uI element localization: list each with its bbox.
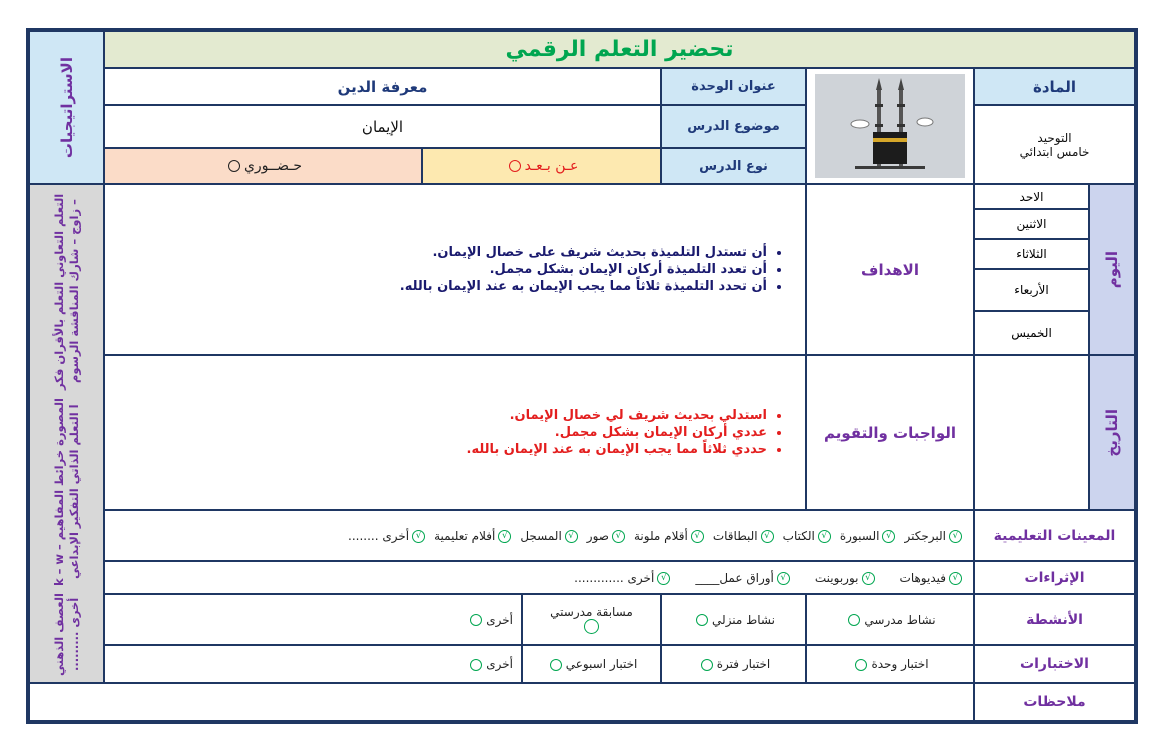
test-radio-icon[interactable]	[855, 659, 867, 671]
lesson-value-cell	[104, 105, 661, 148]
activity-radio-icon[interactable]	[848, 614, 860, 626]
resource-item: √المسجل	[520, 529, 580, 543]
page-title: تحضير التعلم الرقمي	[505, 37, 734, 62]
inperson-option-cell[interactable]	[104, 148, 422, 184]
check-icon[interactable]: √	[761, 530, 774, 543]
test-term-cell[interactable]: اختبار فترة	[661, 645, 806, 683]
homework-item: • عددي أركان الإيمان بشكل مجمل.	[467, 424, 768, 441]
check-icon[interactable]: √	[691, 530, 704, 543]
resource-item: √صور	[587, 529, 628, 543]
day-label: اليوم	[1103, 250, 1121, 289]
check-icon[interactable]: √	[818, 530, 831, 543]
lesson-value: الإيمان	[361, 117, 404, 136]
subject-value-cell	[974, 105, 1135, 184]
lesson-type-label: نوع الدرس	[699, 158, 768, 174]
strategies-line-1: التعلم التعاوني التعلم بالأقران فكر – زاوج – شارك المناقشة الرسوم	[51, 193, 81, 390]
activities-label: الأنشطة	[1026, 611, 1083, 628]
objective-item: • أن تعدد التلميذة أركان الإيمان بشكل مجمل.	[400, 261, 767, 278]
date-label: التاريخ	[1103, 408, 1121, 457]
homework-item: • حددي ثلاثاً مما يجب الإيمان به عند الإيمان بالله.	[467, 441, 768, 458]
resource-item: √البطاقات	[713, 529, 777, 543]
strategies-list-cell	[29, 184, 104, 683]
enrichment-item: √أوراق عمل____	[695, 571, 793, 585]
strategies-line-2: المصورة خرائط المفاهيم k – w – l التعلم الذاتي التفكير الإبداعي	[51, 398, 81, 587]
check-icon[interactable]: √	[949, 530, 962, 543]
check-icon[interactable]: √	[612, 530, 625, 543]
homework-item: • استدلي بحديث شريف لي خصال الإيمان.	[467, 407, 768, 424]
resource-item: √أقلام ملونة	[634, 529, 707, 543]
day-option-wednesday[interactable]: الأربعاء	[974, 269, 1089, 311]
day-option-monday[interactable]: الاثنين	[974, 209, 1089, 239]
activity-school-cell[interactable]: نشاط مدرسي	[806, 594, 974, 645]
day-option-thursday[interactable]: الخميس	[974, 311, 1089, 355]
activity-radio-icon[interactable]	[696, 614, 708, 626]
homework-content-cell	[104, 355, 806, 510]
objective-item: • أن تستدل التلميذة بحديث شريف على خصال الإيمان.	[400, 244, 767, 261]
objectives-content-cell	[104, 184, 806, 355]
remote-label: عـن بـعـد	[524, 158, 579, 174]
objectives-list	[400, 244, 785, 295]
objectives-label: الاهداف	[861, 260, 919, 279]
homework-list	[467, 407, 786, 458]
notes-label: ملاحظات	[1023, 694, 1086, 710]
kaaba-illustration-icon	[815, 74, 965, 178]
inperson-label: حـضــوري	[243, 158, 303, 174]
notes-content-cell[interactable]	[29, 683, 974, 721]
enrichment-content-cell	[104, 561, 974, 594]
lesson-label: موضوع الدرس	[687, 119, 780, 134]
strategies-line-3: العصف الذهني أخرى .........	[51, 592, 81, 676]
lesson-label-cell	[661, 105, 806, 148]
day-option-sunday[interactable]: الاحد	[974, 184, 1089, 209]
unit-label: عنوان الوحدة	[691, 79, 776, 94]
check-icon[interactable]: √	[657, 572, 670, 585]
subject-value-line-1: التوحيد	[1037, 130, 1072, 145]
enrichment-label: الإثراءات	[1024, 569, 1085, 586]
strategies-title-cell	[29, 31, 104, 184]
date-label-cell	[1089, 355, 1135, 510]
tests-label-cell	[974, 645, 1135, 683]
resource-item: √السبورة	[840, 529, 899, 543]
activity-radio-icon[interactable]	[470, 614, 482, 626]
lesson-type-label-cell	[661, 148, 806, 184]
remote-option-cell[interactable]	[422, 148, 661, 184]
check-icon[interactable]: √	[565, 530, 578, 543]
activity-home-cell[interactable]: نشاط منزلي	[661, 594, 806, 645]
activity-radio-icon[interactable]	[584, 619, 599, 634]
test-other-cell[interactable]: أخرى	[104, 645, 522, 683]
test-radio-icon[interactable]	[470, 659, 482, 671]
check-icon[interactable]: √	[862, 572, 875, 585]
check-icon[interactable]: √	[949, 572, 962, 585]
activity-other-cell[interactable]: أخرى	[104, 594, 522, 645]
day-label-cell	[1089, 184, 1135, 355]
check-icon[interactable]: √	[882, 530, 895, 543]
unit-value-cell	[104, 68, 661, 105]
enrichment-label-cell	[974, 561, 1135, 594]
notes-label-cell	[974, 683, 1135, 721]
resource-item: √الكتاب	[783, 529, 834, 543]
tests-label: الاختبارات	[1020, 656, 1089, 672]
check-icon[interactable]: √	[412, 530, 425, 543]
date-value-cell[interactable]	[974, 355, 1089, 510]
homework-label-cell	[806, 355, 974, 510]
homework-label: الواجبات والتقويم	[824, 423, 956, 442]
test-weekly-cell[interactable]: اختبار اسبوعي	[522, 645, 661, 683]
remote-radio-icon[interactable]	[509, 160, 521, 172]
page-title-cell	[104, 31, 1135, 68]
enrichment-item: √فيديوهات	[900, 571, 965, 585]
day-option-tuesday[interactable]: الثلاثاء	[974, 239, 1089, 269]
unit-value: معرفة الدين	[337, 77, 428, 96]
resource-item: √أخرى ........	[348, 529, 428, 543]
resource-item: √البرجكتر	[904, 529, 965, 543]
enrichment-item: √بوربوينت	[815, 571, 878, 585]
objectives-label-cell	[806, 184, 974, 355]
test-unit-cell[interactable]: اختبار وحدة	[806, 645, 974, 683]
enrichment-item: √أخرى .............	[574, 571, 673, 585]
unit-label-cell	[661, 68, 806, 105]
subject-label: المادة	[1033, 77, 1077, 96]
lesson-image-cell	[806, 68, 974, 184]
activities-label-cell	[974, 594, 1135, 645]
subject-label-cell	[974, 68, 1135, 105]
check-icon[interactable]: √	[777, 572, 790, 585]
resource-item: √أفلام تعليمية	[434, 529, 514, 543]
inperson-radio-icon[interactable]	[228, 160, 240, 172]
resources-label-cell	[974, 510, 1135, 561]
resources-label: المعينات التعليمية	[993, 527, 1116, 544]
test-radio-icon[interactable]	[550, 659, 562, 671]
test-radio-icon[interactable]	[701, 659, 713, 671]
resources-content-cell	[104, 510, 974, 561]
activity-competition-cell[interactable]: مسابقة مدرستي	[522, 594, 661, 645]
strategies-title: الاستراتيجيات	[57, 56, 76, 159]
check-icon[interactable]: √	[498, 530, 511, 543]
subject-value-line-2: خامس ابتدائي	[1019, 144, 1090, 159]
objective-item: • أن تحدد التلميذة ثلاثاً مما يجب الإيمان به عند الإيمان بالله.	[400, 278, 767, 295]
